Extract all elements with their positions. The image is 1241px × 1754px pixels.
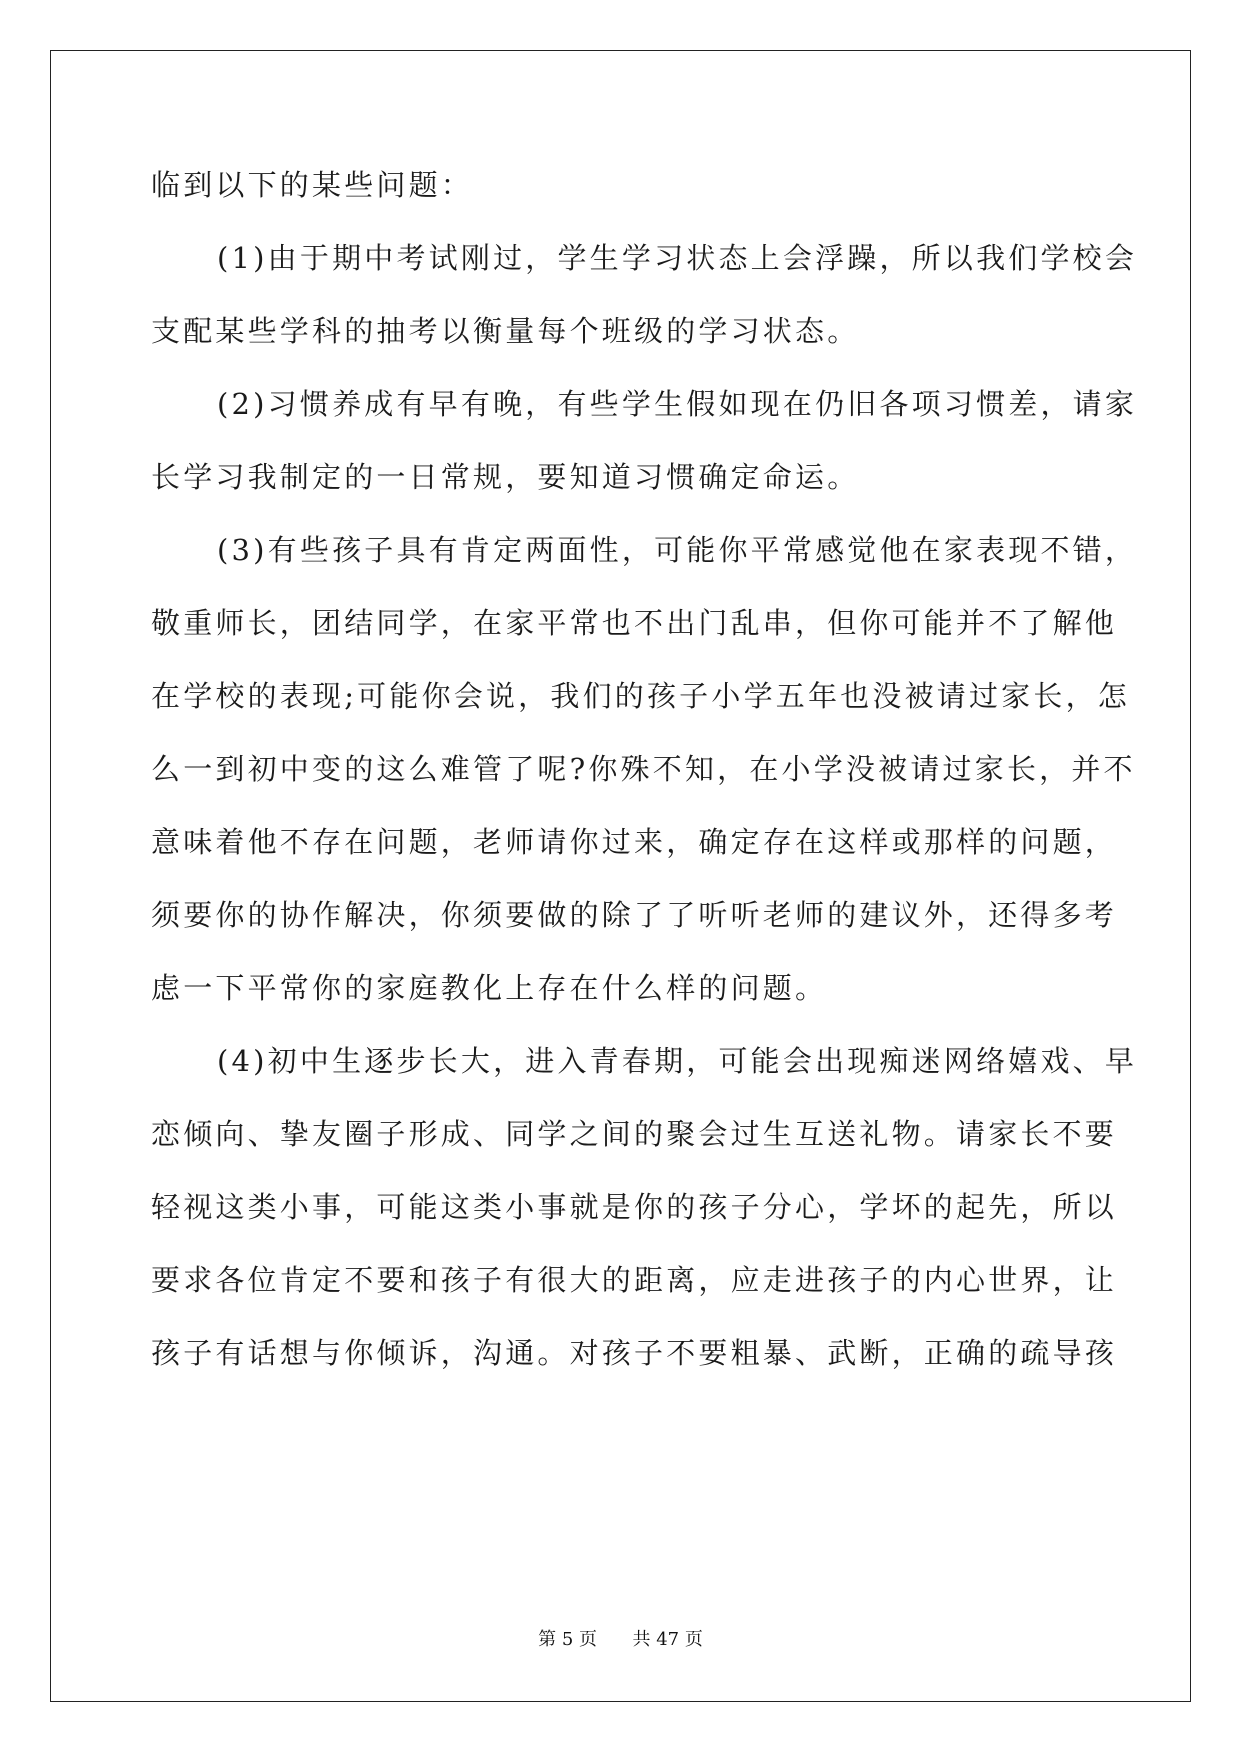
- total-pages-label: 共 47 页: [632, 1629, 703, 1650]
- text-line: 长学习我制定的一日常规，要知道习惯确定命运。: [151, 460, 860, 494]
- text-line: (2)习惯养成有早有晚，有些学生假如现在仍旧各项习惯差，请家: [217, 387, 1138, 421]
- text-line: 在学校的表现;可能你会说，我们的孩子小学五年也没被请过家长，怎: [151, 679, 1130, 713]
- text-line: 须要你的协作解决，你须要做的除了了听听老师的建议外，还得多考: [151, 898, 1118, 932]
- text-line: 虑一下平常你的家庭教化上存在什么样的问题。: [151, 971, 828, 1005]
- page-number-label: 第 5 页: [538, 1629, 598, 1650]
- page-footer: [0, 1628, 1241, 1652]
- page-border: [50, 50, 1191, 1702]
- text-line: (4)初中生逐步长大，进入青春期，可能会出现痴迷网络嬉戏、早: [217, 1044, 1138, 1078]
- text-line: 么一到初中变的这么难管了呢?你殊不知，在小学没被请过家长，并不: [151, 752, 1136, 786]
- text-line: 轻视这类小事，可能这类小事就是你的孩子分心，学坏的起先，所以: [151, 1190, 1118, 1224]
- text-line: 孩子有话想与你倾诉，沟通。对孩子不要粗暴、武断，正确的疏导孩: [151, 1336, 1118, 1370]
- text-line: 意味着他不存在问题，老师请你过来，确定存在这样或那样的问题，: [151, 825, 1118, 859]
- text-line: 临到以下的某些问题：: [151, 168, 474, 202]
- text-line: 支配某些学科的抽考以衡量每个班级的学习状态。: [151, 314, 860, 348]
- text-line: (3)有些孩子具有肯定两面性，可能你平常感觉他在家表现不错，: [217, 533, 1138, 567]
- text-line: 恋倾向、挚友圈子形成、同学之间的聚会过生互送礼物。请家长不要: [151, 1117, 1118, 1151]
- text-line: 敬重师长，团结同学，在家平常也不出门乱串，但你可能并不了解他: [151, 606, 1118, 640]
- text-line: 要求各位肯定不要和孩子有很大的距离，应走进孩子的内心世界，让: [151, 1263, 1118, 1297]
- text-line: (1)由于期中考试刚过，学生学习状态上会浮躁，所以我们学校会: [217, 241, 1138, 275]
